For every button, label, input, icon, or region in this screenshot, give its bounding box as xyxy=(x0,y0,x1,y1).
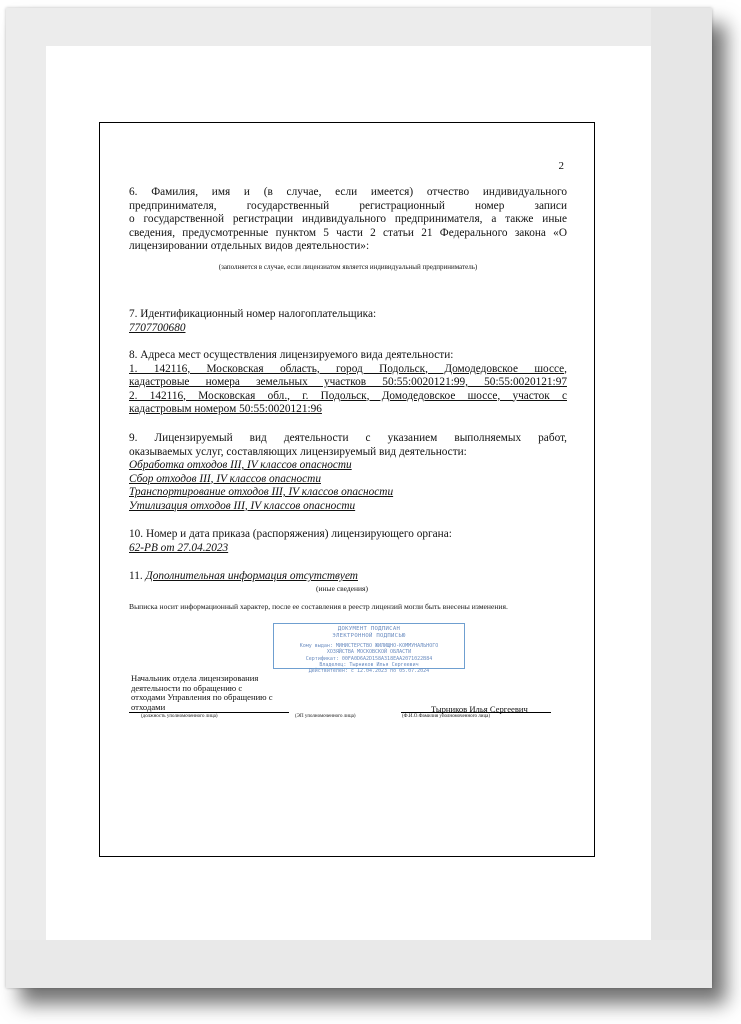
frame-right xyxy=(651,8,712,988)
address-line-2: кадастровые номера земельных участков 50:55:0020121:99, 50:55:0020121:97 xyxy=(129,376,567,388)
notice xyxy=(129,602,567,612)
page-number: 2 xyxy=(558,160,564,172)
s8-label: 8. Адреса мест осуществления лицензируемого вида деятельности: xyxy=(129,349,454,361)
s6-line-3: о государственной регистрации индивидуального предпринимателя, а также иные xyxy=(129,213,567,225)
stamp-line-1: ДОКУМЕНТ ПОДПИСАН xyxy=(337,626,401,632)
ep-caption: (ЭП уполномоченного лица) xyxy=(295,714,356,719)
address-line-1: 1. 142116, Московская область, город Подольск, Домодедовское шоссе, xyxy=(129,362,567,375)
activity-item: Транспортирование отходов III, IV классов опасности xyxy=(129,486,394,498)
activity-item: Сбор отходов III, IV классов опасности xyxy=(129,472,321,485)
section-9 xyxy=(129,432,567,513)
s6-line-5: лицензировании отдельных видов деятельности»: xyxy=(129,240,370,252)
address-line-3: 2. 142116, Московская обл., г. Подольск, Домодедовское шоссе, участок с xyxy=(129,389,567,402)
s6-line-1: 6. Фамилия, имя и (в случае, если имеется) отчество индивидуального xyxy=(129,186,567,198)
inn-value: 7707700680 xyxy=(129,321,186,334)
frame-top xyxy=(6,8,712,46)
stamp-line-3: Кому выдан: МИНИСТЕРСТВО ЖИЛИЩНО-КОММУНАЛЬНОГО xyxy=(299,643,439,650)
order-value: 62-РВ от 27.04.2023 xyxy=(129,541,229,554)
address-line-4: кадастровым номером 50:55:0020121:96 xyxy=(129,403,322,415)
section-11 xyxy=(129,570,567,593)
stamp-line-2: ЭЛЕКТРОННОЙ ПОДПИСЬЮ xyxy=(332,632,406,639)
name-caption: (Ф.И.О.Фамилия уполномоченного лица) xyxy=(402,714,491,719)
position-underline xyxy=(129,712,289,713)
s10-label: 10. Номер и дата приказа (распоряжения) лицензирующего органа: xyxy=(129,528,452,540)
signatory-name: Тырников Илья Сергеевич xyxy=(431,704,528,714)
document-page xyxy=(99,122,595,857)
position-line-3: отходами Управления по обращению с xyxy=(131,692,273,703)
position-line-4: отходами xyxy=(131,701,166,712)
s11-caption: (иные сведения) xyxy=(316,583,368,593)
name-underline xyxy=(401,712,551,713)
section-10 xyxy=(129,528,567,555)
section-7 xyxy=(129,308,567,335)
position-line-1: Начальник отдела лицензирования xyxy=(131,673,259,683)
s6-line-4: сведения, предусмотренные пунктом 5 части 2 статьи 21 Федерального закона «О xyxy=(129,226,567,239)
s9-label-2: оказываемых услуг, составляющих лицензируемый вид деятельности: xyxy=(129,445,467,458)
stamp-line-4: ХОЗЯЙСТВА МОСКОВСКОЙ ОБЛАСТИ xyxy=(326,649,412,656)
activity-item: Утилизация отходов III, IV классов опасности xyxy=(129,499,356,512)
stamp-line-5: Сертификат: 00FA0D6A2D158A318EAA2071022B84 xyxy=(305,655,433,662)
s6-line-2: предпринимателя, государственный регистрационный номер записи xyxy=(129,199,567,212)
stamp-line-7: Действителен: с 12.04.2023 по 05.07.2024 xyxy=(308,668,430,674)
section-6 xyxy=(129,186,567,272)
position-caption: (должность уполномоченного лица) xyxy=(141,714,218,719)
position-line-2: деятельности по обращению с xyxy=(131,682,243,693)
s11-prefix: 11. xyxy=(129,570,143,582)
s7-label: 7. Идентификационный номер налогоплательщика: xyxy=(129,308,377,320)
section-8 xyxy=(129,349,567,417)
stamp-line-6: Владелец: Тырников Илья Сергеевич xyxy=(319,661,419,668)
frame-bottom xyxy=(6,940,712,988)
official-position xyxy=(131,674,291,712)
s9-label-1: 9. Лицензируемый вид деятельности с указанием выполняемых работ, xyxy=(129,432,567,444)
e-signature-stamp xyxy=(273,623,465,674)
activity-item: Обработка отходов III, IV классов опасности xyxy=(129,459,352,471)
additional-info: Дополнительная информация отсутствует xyxy=(145,570,358,582)
notice-text: Выписка носит информационный характер, после ее составления в реестр лицензий могли быть внесены изменения. xyxy=(129,602,508,611)
s6-caption: (заполняется в случае, если лицензиатом является индивидуальный предприниматель) xyxy=(218,262,478,271)
frame-left xyxy=(6,8,46,988)
